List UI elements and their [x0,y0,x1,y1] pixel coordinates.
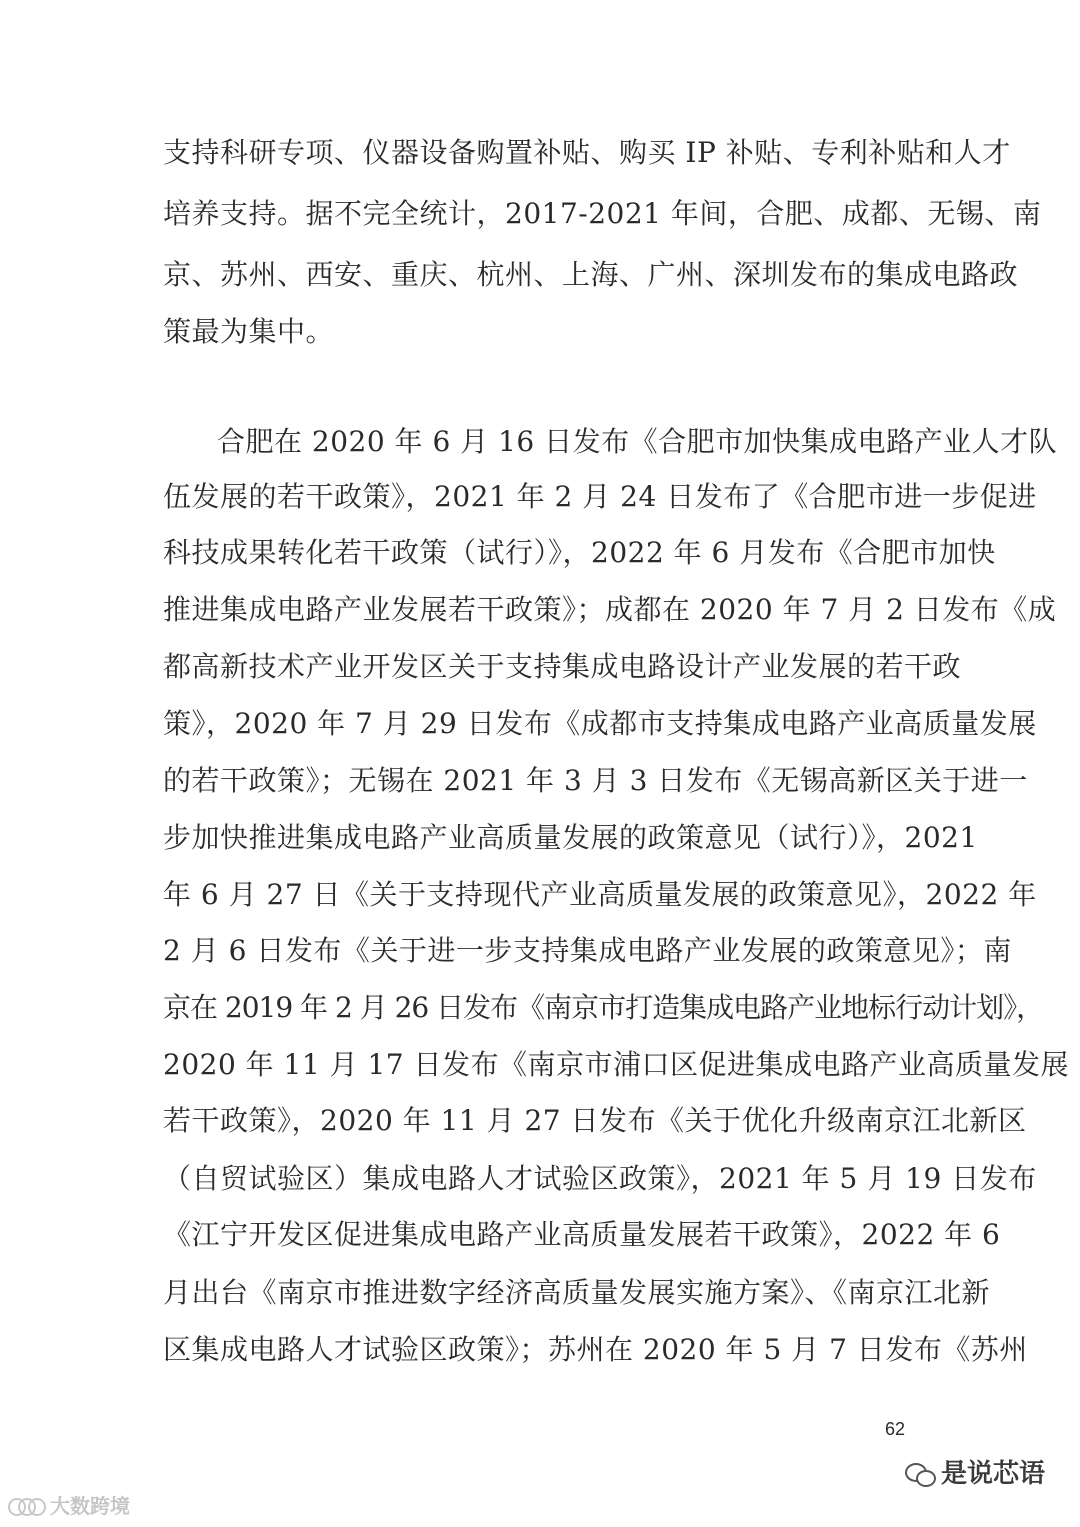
paragraph-line: 推进集成电路产业发展若干政策》；成都在 2020 年 7 月 2 日发布《成 [163,593,1057,626]
wechat-icon [905,1461,935,1487]
paragraph-line: 2020 年 11 月 17 日发布《南京市浦口区促进集成电路产业高质量发展 [163,1048,1070,1081]
paragraph-line-indented: 合肥在 2020 年 6 月 16 日发布《合肥市加快集成电路产业人才队 [217,425,1058,458]
watermark-right-text: 是说芯语 [941,1459,1046,1489]
paragraph-line: 策》，2020 年 7 月 29 日发布《成都市支持集成电路产业高质量发展 [163,707,1037,740]
link-rings-icon [8,1495,46,1517]
paragraph-line: 步加快推进集成电路产业高质量发展的政策意见（试行）》，2021 [163,821,978,854]
paragraph-line: 都高新技术产业开发区关于支持集成电路设计产业发展的若干政 [163,650,962,683]
paragraph-line: 《江宁开发区促进集成电路产业高质量发展若干政策》，2022 年 6 [163,1218,1001,1251]
watermark-left [8,1492,158,1520]
paragraph-line: 月出台《南京市推进数字经济高质量发展实施方案》、《南京江北新 [163,1276,991,1309]
paragraph-line: 策最为集中。 [163,315,335,348]
paragraph-line: 的若干政策》；无锡在 2021 年 3 月 3 日发布《无锡高新区关于进一 [163,764,1028,797]
paragraph-line: 年 6 月 27 日《关于支持现代产业高质量发展的政策意见》，2022 年 [163,878,1037,911]
page-number: 62 [885,1419,906,1439]
watermark-left-text: 大数跨境 [50,1494,130,1518]
paragraph-line: 科技成果转化若干政策（试行）》，2022 年 6 月发布《合肥市加快 [163,536,996,569]
watermark-right [905,1454,1065,1494]
paragraph-line: 京、苏州、西安、重庆、杭州、上海、广州、深圳发布的集成电路政 [163,258,1019,291]
paragraph-line: 支持科研专项、仪器设备购置补贴、购买 IP 补贴、专利补贴和人才 [163,136,1011,169]
paragraph-line: 伍发展的若干政策》，2021 年 2 月 24 日发布了《合肥市进一步促进 [163,480,1037,513]
paragraph-line: （自贸试验区）集成电路人才试验区政策》，2021 年 5 月 19 日发布 [163,1162,1037,1195]
paragraph-line: 若干政策》，2020 年 11 月 27 日发布《关于优化升级南京江北新区 [163,1104,1027,1137]
paragraph-line: 培养支持。据不完全统计，2017-2021 年间，合肥、成都、无锡、南 [163,197,1042,230]
paragraph-line: 2 月 6 日发布《关于进一步支持集成电路产业发展的政策意见》；南 [163,934,1012,967]
paragraph-line: 区集成电路人才试验区政策》；苏州在 2020 年 5 月 7 日发布《苏州 [163,1333,1028,1366]
paragraph-line: 京在 2019 年 2 月 26 日发布《南京市打造集成电路产业地标行动计划》， [163,991,1044,1024]
